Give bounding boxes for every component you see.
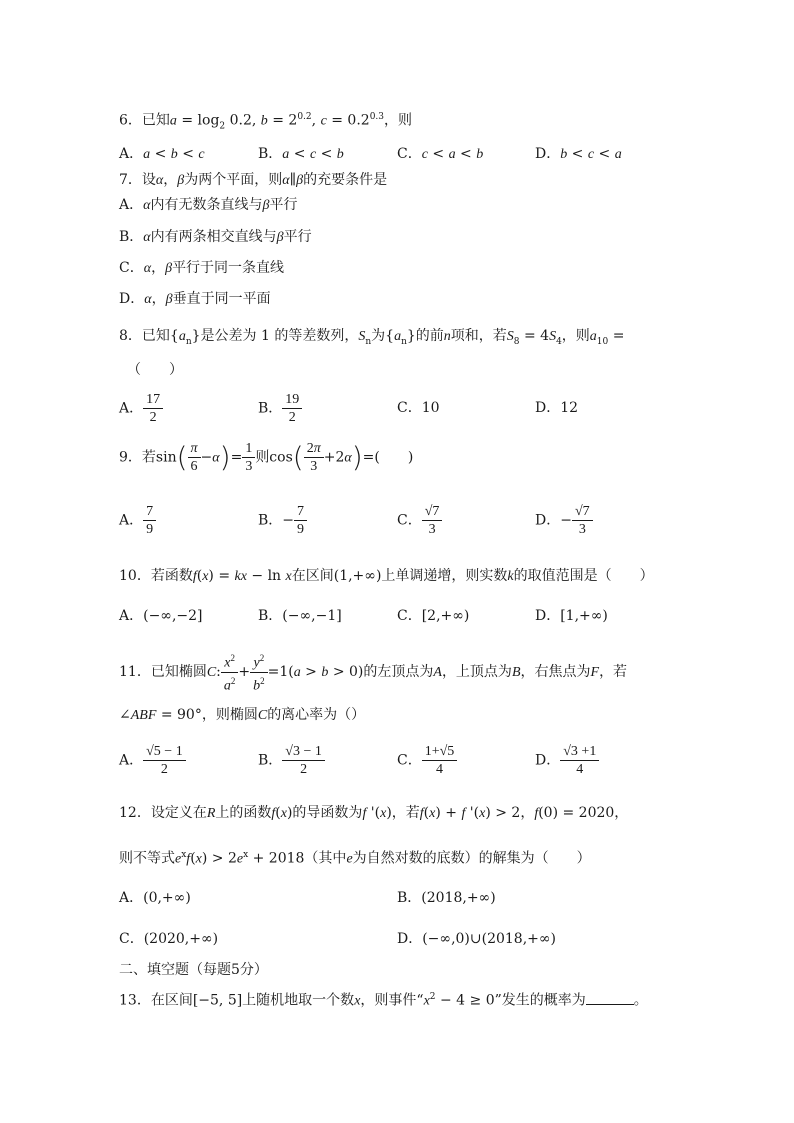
q8-option-b: B． $\frac{19}{2}$ <box>258 391 302 426</box>
q12-stem2: 则不等式$e^xf(x) > 2e^x + 2018$（其中e为自然对数的底数）的解集为（ ） <box>119 850 591 867</box>
q7-stem: 7．设α，β为两个平面，则α∥β的充要条件是 <box>119 172 388 188</box>
q6-option-d: D．b < c < a <box>535 146 622 162</box>
q12-option-d: D．(−∞,0)∪(2018,+∞) <box>397 931 557 947</box>
q9-option-d: D．− $\frac{√7}{3}$ <box>535 503 593 538</box>
q7-option-c: C．α，β平行于同一条直线 <box>119 260 285 276</box>
q6-option-c: C．c < a < b <box>397 146 484 162</box>
q7-option-a: A．α内有无数条直线与β平行 <box>119 197 298 213</box>
q9-option-c: C． $\frac{√7}{3}$ <box>397 503 442 538</box>
q8-option-d: D．12 <box>535 400 579 416</box>
q9-stem: 9．若sin( $\frac{\pi}{6}$ −α)= $\frac{1}{3}$ 则cos( $\frac{2\pi}{3}$ +2α)=( ) <box>119 440 414 474</box>
q12-option-a: A．(0,+∞) <box>119 890 191 906</box>
q6-stem: 6．已知$a = \log_2 0.2$, $b = 2^{0.2}$, $c = 0.2^{0.3}$，则 <box>119 112 413 132</box>
q11-option-c: C． $\frac{1+√5}{4}$ <box>397 743 457 778</box>
q6-option-a: A．a < b < c <box>119 146 205 162</box>
q10-option-d: D．[1,+∞) <box>535 608 608 624</box>
q10-option-b: B．(−∞,−1] <box>258 608 342 624</box>
q13-answer-blank[interactable] <box>586 990 634 1005</box>
q12-stem: 12．设定义在R上的函数f(x)的导函数为f '(x)，若f(x) + f '(x) > 2，f(0) = 2020， <box>119 805 629 821</box>
q12-option-c: C．(2020,+∞) <box>119 931 219 947</box>
q10-stem: 10．若函数f(x) = kx − ln x在区间(1,+∞)上单调递增，则实数k的取值范围是（ ） <box>119 568 654 584</box>
q7-option-d: D．α，β垂直于同一平面 <box>119 291 271 307</box>
q10-option-a: A．(−∞,−2] <box>119 608 203 624</box>
q11-option-b: B． $\frac{√3 - 1}{2}$ <box>258 743 325 778</box>
q9-option-b: B．− $\frac{7}{9}$ <box>258 503 307 538</box>
q13-stem: 13．在区间[−5, 5]上随机地取一个数x，则事件“$x^2 - 4 \ge 0$”发生的概率为 。 <box>119 987 648 1012</box>
q8-option-c: C．10 <box>397 400 440 416</box>
q11-stem: 11．已知椭圆C: $\frac{x^2}{a^2}$ + $\frac{y^2}{b^2}$ =1(a > b > 0)的左顶点为A，上顶点为B，右焦点为F，若 <box>119 653 628 694</box>
q10-option-c: C．[2,+∞) <box>397 608 470 624</box>
section-heading-fill-in: 二、填空题（每题5分） <box>119 962 268 978</box>
q11-stem2: ∠ABF = 90°，则椭圆C的离心率为（） <box>119 707 366 723</box>
q8-stem: 8．已知$\{a_n\}$是公差为 1 的等差数列，$S_n$为$\{a_n\}$的前n项和，若$S_8 = 4S_4$，则$a_{10}$ = <box>119 328 625 347</box>
q9-option-a: A． $\frac{7}{9}$ <box>119 503 156 538</box>
q6-option-b: B．a < c < b <box>258 146 344 162</box>
q7-option-b: B．α内有两条相交直线与β平行 <box>119 229 312 245</box>
q8-option-a: A． $\frac{17}{2}$ <box>119 391 163 426</box>
q11-option-a: A． $\frac{√5 - 1}{2}$ <box>119 743 186 778</box>
q12-option-b: B．(2018,+∞) <box>397 890 496 906</box>
q8-paren: （ ） <box>127 362 183 378</box>
q11-option-d: D． $\frac{√3 +1}{4}$ <box>535 743 599 778</box>
